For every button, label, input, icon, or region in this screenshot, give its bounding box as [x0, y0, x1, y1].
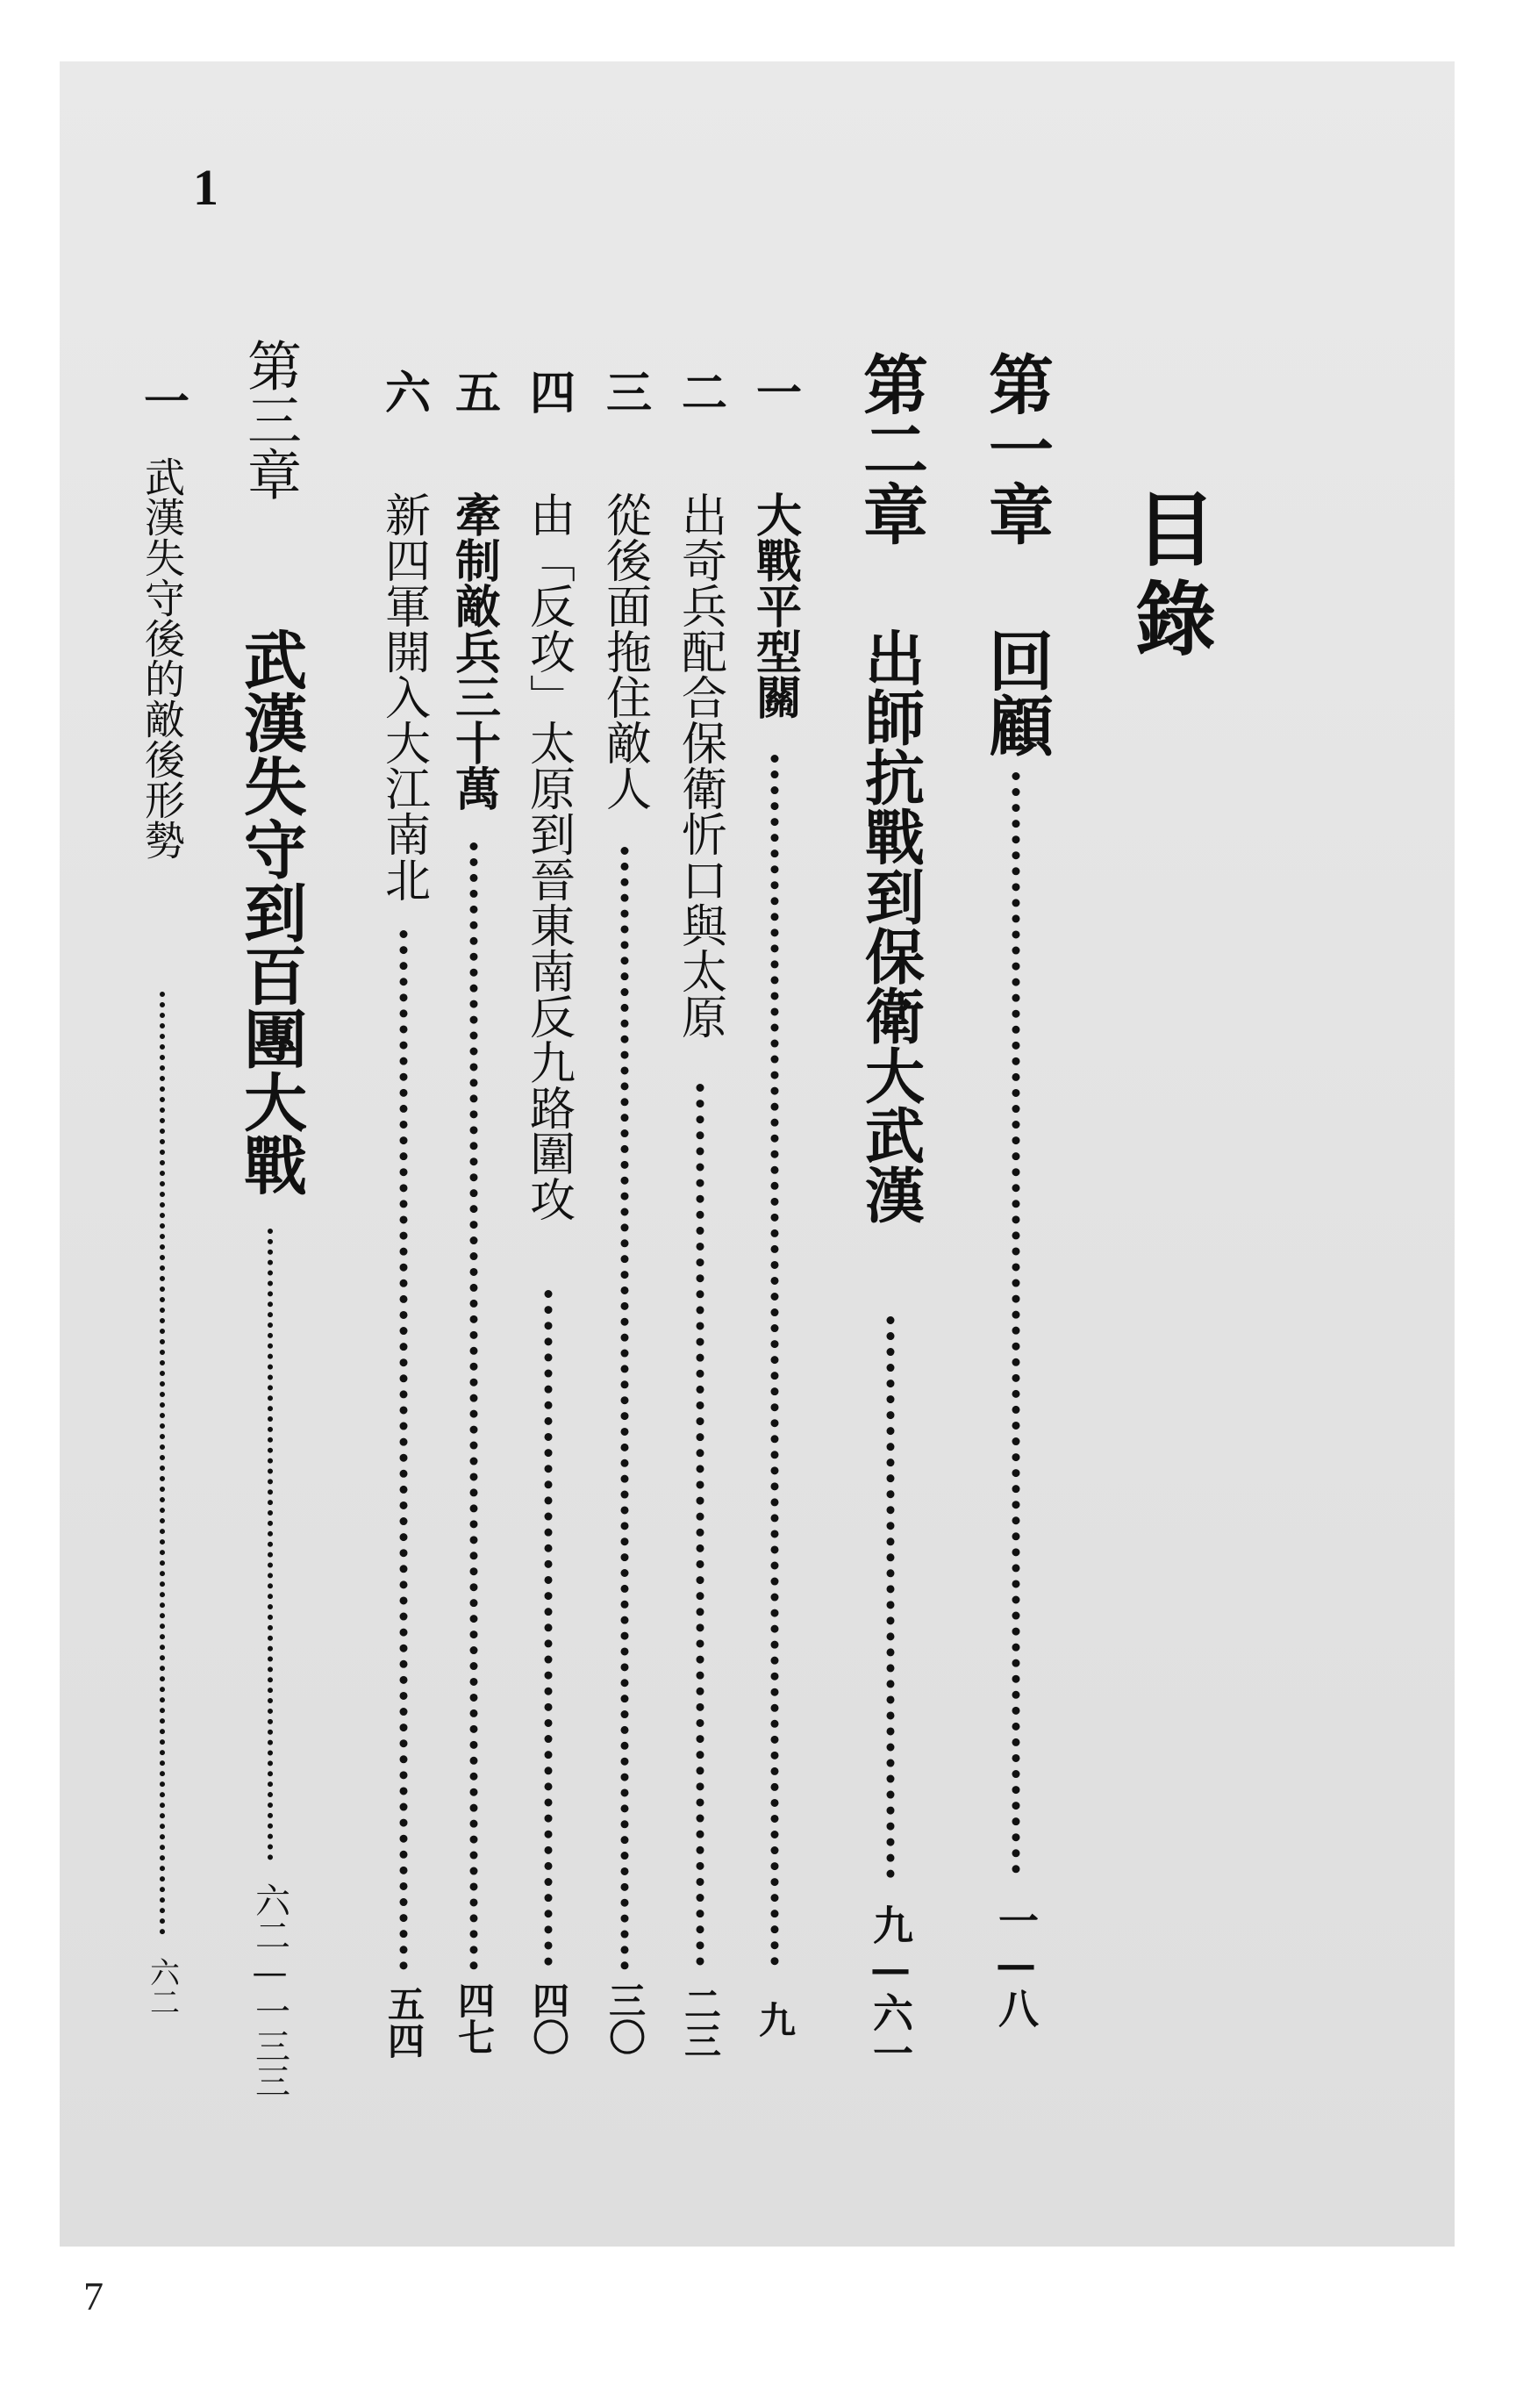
page-ref: 四七: [453, 1982, 496, 2055]
leader-dots: [887, 1316, 895, 1878]
section-number: 二: [673, 369, 727, 414]
toc-section-2-4: [513, 0, 583, 2408]
section-title: 從後面拖住敵人: [597, 491, 651, 811]
section-title: 大戰平型關: [747, 491, 802, 720]
page-ref: 五四: [383, 1985, 425, 2059]
section-number: 一: [747, 369, 802, 414]
page-ref: 二三: [679, 1985, 722, 2059]
page-number: 7: [83, 2274, 104, 2318]
chapter-title: 出師抗戰到保衛大武漢: [855, 627, 926, 1224]
toc-section-2-1: [740, 0, 810, 2408]
section-number: 五: [447, 369, 501, 414]
chapter-number: 第三章: [238, 338, 303, 501]
page-ref: 六二: [144, 1957, 180, 2017]
page-ref: 一—八: [992, 1900, 1040, 2028]
leader-dots: [1012, 772, 1020, 1874]
leader-dots: [160, 992, 165, 1935]
page-mark: 1: [193, 159, 218, 216]
section-title: 由「反攻」太原到晉東南反九路圍攻: [521, 491, 575, 1222]
toc-title: 目錄: [1122, 487, 1217, 666]
chapter-number: 第二章: [853, 351, 928, 546]
chapter-title: 武漢失守到百團大戰: [233, 627, 308, 1196]
section-title: 出奇兵配合保衛忻口與太原: [673, 491, 726, 1039]
section-number: 三: [597, 369, 652, 414]
leader-dots: [621, 847, 629, 1970]
toc-section-2-5: [439, 0, 509, 2408]
chapter-title: 回顧: [978, 627, 1054, 757]
chapter-number: 第一章: [978, 351, 1054, 546]
toc-section-2-2: [665, 0, 735, 2408]
page-ref: 九—六一: [867, 1904, 914, 2073]
leader-dots: [268, 1229, 273, 1860]
leader-dots: [697, 1084, 704, 1966]
toc-title-column: [1122, 0, 1217, 2408]
section-number: 一: [135, 377, 190, 423]
section-title: 武漢失守後的敵後形勢: [139, 456, 186, 860]
toc-chapter-1: [978, 0, 1054, 2408]
section-title: 新四軍開入大江南北: [376, 491, 430, 902]
toc-section-3-1: [127, 0, 197, 2408]
leader-dots: [771, 755, 779, 1966]
leader-dots: [470, 842, 478, 1970]
section-number: 六: [376, 369, 431, 414]
section-title: 牽制敵兵三十萬: [447, 491, 501, 811]
leader-dots: [545, 1290, 553, 1966]
toc-section-2-6: [368, 0, 439, 2408]
toc-chapter-3: [233, 0, 308, 2408]
leader-dots: [400, 930, 408, 1970]
toc-chapter-2: [855, 0, 926, 2408]
section-number: 四: [521, 369, 576, 414]
page-ref: 三〇: [604, 1982, 647, 2055]
toc-section-2-3: [590, 0, 660, 2408]
page-ref: 九: [754, 2001, 797, 2038]
page-ref: 四〇: [527, 1982, 570, 2055]
page-ref: 六二—一三三: [249, 1882, 290, 2098]
